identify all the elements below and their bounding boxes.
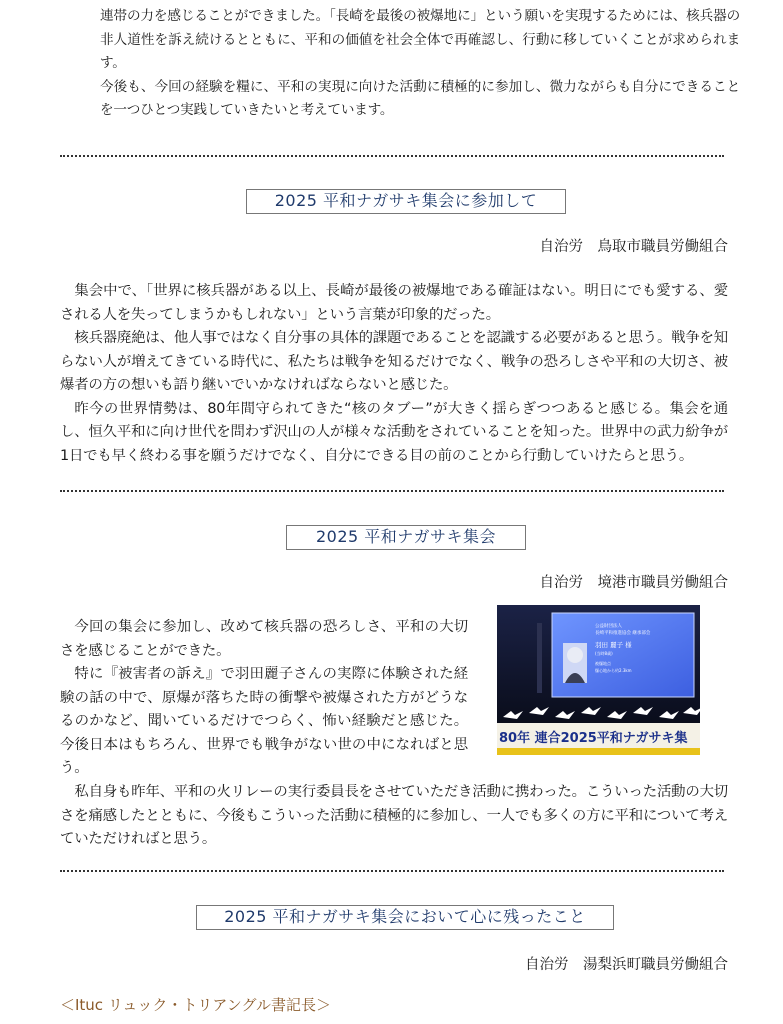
screen-line-1: 公益財団法人 (595, 624, 622, 629)
screen-line-5: 被爆地点 (595, 661, 611, 666)
section-organization-1: 自治労 鳥取市職員労働組合 (539, 239, 728, 255)
section-2-paragraph-1: 今回の集会に参加し、改めて核兵器の恐ろしさ、平和の大切さを感じることができた。 (60, 619, 468, 659)
intro-block (100, 5, 740, 123)
section-2-paragraph-2: 特に『被害者の訴え』で羽田麗子さんの実際に体験された経験の話の中で、原爆が落ちた時の衝撃や被爆された方がどうなるのかなど、聞いているだけでつらく、怖い経験だと感じた。今後日本はもちろん、世界でも戦争がない世の中になればと思う。 (60, 666, 468, 776)
dotted-separator (60, 870, 724, 872)
section-organization-2: 自治労 境港市職員労働組合 (539, 575, 728, 591)
section-title-1: 2025 平和ナガサキ集会に参加して (246, 189, 566, 214)
event-photo-illustration (497, 605, 700, 755)
signature-line: ＜Ituc リュック・トリアングル書記長＞ (60, 996, 332, 1014)
section-1-paragraph-3: 昨今の世界情勢は、80年間守られてきた“核のタブー”が大きく揺らぎつつあると感じる。集会を通し、恒久平和に向け世代を問わず沢山の人が様々な活動をされていることを知った。世界中の武力紛争が1日でも早く終わる事を願うだけでなく、自分にできる目の前のことから行動していけたらと思う。 (60, 400, 728, 464)
screen-line-3: 羽田 麗子 様 (595, 641, 632, 649)
screen-line-2: 長崎平和推進協会 継承部会 (595, 631, 651, 636)
dotted-separator (60, 490, 724, 492)
section-2-paragraph-3: 私自身も昨年、平和の火リレーの実行委員長をさせていただき活動に携わった。こういった活動の大切さを痛感したとともに、今後もこういった活動に積極的に参加し、一人でも多くの方に平和について考えていただければと思う。 (60, 784, 728, 847)
screen-line-4: (当時8歳) (595, 651, 613, 656)
section-1-paragraph-2: 核兵器廃絶は、他人事ではなく自分事の具体的課題であることを認識する必要があると思う。戦争を知らない人が増えてきている時代に、私たちは戦争を知るだけでなく、戦争の恐ろしさや平和の大切さ、被爆者の方の想いも語り継いでいかなければならないと感じた。 (60, 330, 728, 393)
section-2-body-top (60, 616, 468, 781)
section-title-2: 2025 平和ナガサキ集会 (286, 525, 526, 550)
dotted-separator (60, 155, 724, 157)
section-1-body (60, 280, 728, 468)
photo-banner-text: 80年 連合2025平和ナガサキ集 (499, 731, 688, 746)
section-1-paragraph-1: 集会中で、「世界に核兵器がある以上、長崎が最後の被爆地である確証はない。明日にでも愛する、愛される人を失ってしまうかもしれない」という言葉が印象的だった。 (60, 283, 728, 323)
screen-line-6: 爆心地から約2.3km (595, 668, 632, 673)
intro-paragraph-1: 連帯の力を感じることができました。「長崎を最後の被爆地に」という願いを実現するためには、核兵器の非人道性を訴え続けるとともに、平和の価値を社会全体で再確認し、行動に移していくことが求められます。 (100, 8, 740, 72)
section-organization-3: 自治労 湯梨浜町職員労働組合 (525, 957, 728, 973)
intro-paragraph-2: 今後も、今回の経験を糧に、平和の実現に向けた活動に積極的に参加し、微力ながらも自分にできることを一つひとつ実践していきたいと考えています。 (100, 78, 740, 119)
section-title-3: 2025 平和ナガサキ集会において心に残ったこと (196, 905, 614, 930)
section-2-body-bottom (60, 781, 728, 852)
event-photo (497, 605, 700, 755)
